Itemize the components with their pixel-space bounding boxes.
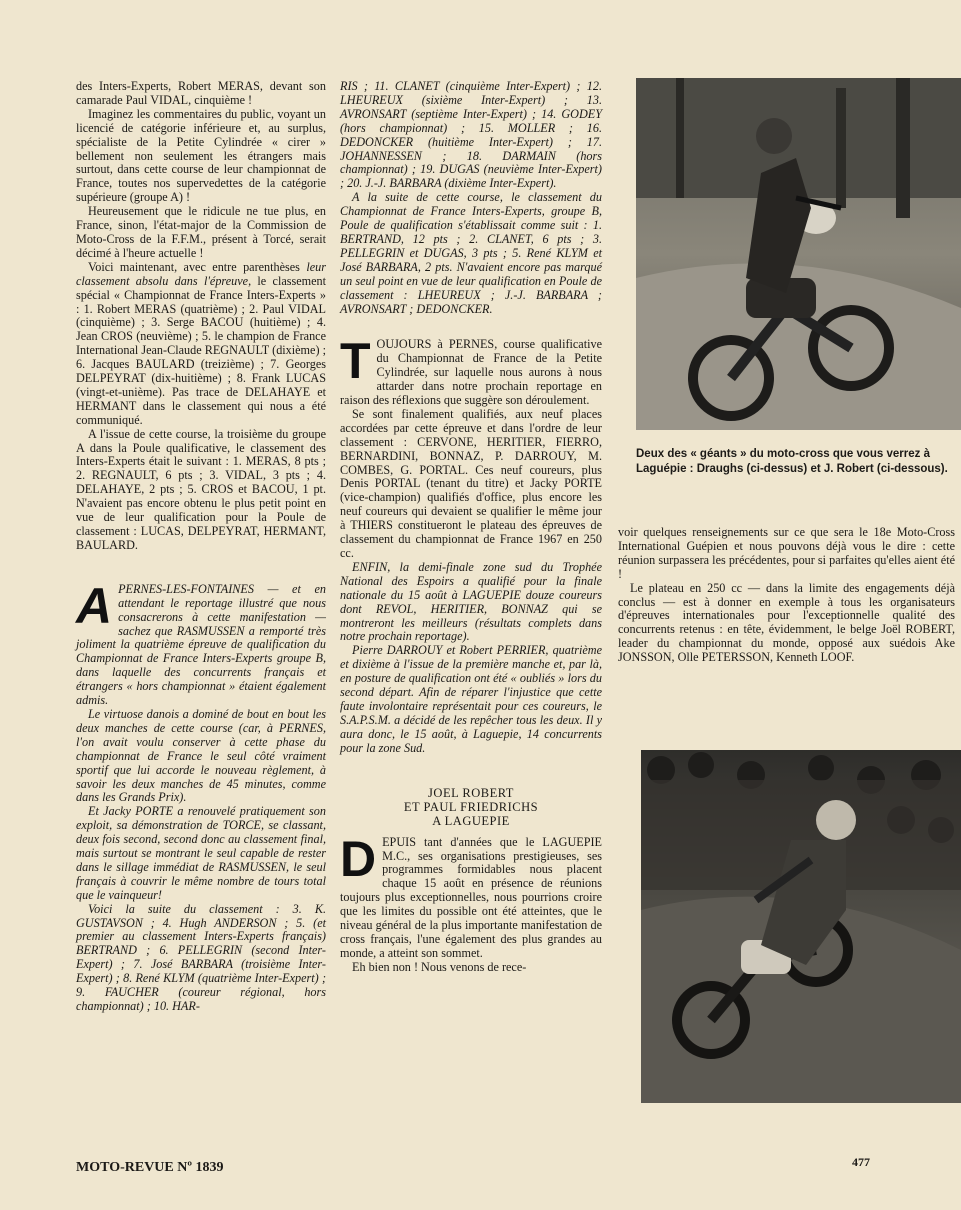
drop-cap: A — [76, 577, 113, 634]
paragraph: voir quelques renseignements sur ce que sera le 18e Moto-Cross International Guépien et nous pouvons déjà vous le dire : cette réunion surpassera les précédentes, pour si parfaites qu'elles aient été ! — [618, 525, 955, 581]
paragraph: ENFIN, la demi-finale zone sud du Trophée National des Espoirs a qualifié pour la finale nationale du 15 août à LAGUEPIE douze coureurs dont REVOL, HERITIER, BONNAZ qui se montreront les meilleurs (résultats complets dans notre prochain reportage). — [340, 559, 602, 644]
paragraph: Pierre DARROUY et Robert PERRIER, quatrième et dixième à l'issue de la première manche et, par là, en posture de qualification ont été « oubliés » lors du second départ. Afin de réparer l'injustice que cette faute involontaire représentait pour ces coureurs, le S.A.P.S.M. a décidé de les repêcher tous les deux. Il y aura donc, le 15 août, à Laguepie, 14 concurrents pour la zone Sud. — [340, 643, 602, 755]
paragraph: Le plateau en 250 cc — dans la limite des engagements déjà conclus — est à donner en exemple à tous les organisateurs d'épreuves internationales pour l'exceptionnelle qualité des concurrents retenus : en tête, évidemment, le belge Joël ROBERT, leader du championnat du monde, opposé aux suédois Ake JONSSON, Olle PETERSSON, Kenneth LOOF. — [618, 580, 955, 665]
magazine-name: MOTO-REVUE Nº 1839 — [76, 1160, 224, 1175]
paragraph: A l'issue de cette course, la troisième du groupe A dans la Poule qualificative, le classement des Inters-Experts était le suivant : 1. MERAS, 8 pts ; 2. REGNAULT, 6 pts ; 3. VIDAL, 3 pts ; 4. DELAHAYE, 2 pts ; 5. CROS et BACOU, 1 pt. N'avaient pas encore obtenu le plus petit point en vue de leur qualification pour la Poule de classement : LUCAS, DELPEYRAT, HERMANT, BAULARD. — [76, 426, 326, 552]
paragraph: Eh bien non ! Nous venons de rece- — [352, 959, 527, 974]
paragraph: Voici maintenant, avec entre parenthèses leur classement absolu dans l'épreuve, le classement spécial « Championnat de France Inters-Experts » : 1. Robert MERAS (quatrième) ; 2. Paul VIDAL (cinquième) ; 3. Serge BACOU (huitième) ; 4. Jean CROS (neuvième) ; 5. le champion de France International Jean-Claude REGNAULT (dixième) ; 6. Jacques BAULARD (treizième) ; 7. Georges DELPEYRAT (dix-huitième) ; 8. Frank LUCAS (vingt-et-unième). Pas trace de DELAHAYE et HERMANT dans le classement qui nous a été communiqué. — [76, 259, 326, 427]
paragraph: RIS ; 11. CLANET (cinquième Inter-Expert) ; 12. LHEUREUX (sixième Inter-Expert) ; 13. AVRONSART (septième Inter-Expert) ; 14. GODEY (hors championnat) ; 15. MOLLER ; 16. DEDONCKER (huitième Inter-Expert) ; 17. JOHANNESSEN ; 18. DARMAIN (hors championnat) ; 19. DUGAS (neuvième Inter-Expert) ; 20. J.-J. BARBARA (dixième Inter-Expert). — [340, 79, 602, 191]
motocross-rider-photo-top — [636, 78, 961, 430]
column-2 — [340, 80, 602, 975]
photo-bottom — [641, 750, 961, 1103]
paragraph: Voici la suite du classement : 3. K. GUSTAVSON ; 4. Hugh ANDERSON ; 5. (et premier au classement Inters-Experts français) BERTRAND ; 6. PELLEGRIN (second Inter-Expert) ; 7. José BARBARA (troisième Inter-Expert) ; 8. René KLYM (quatrième Inter-Expert) ; 9. FAUCHER (coureur régional, hors championnat) ; 10. HAR- — [76, 901, 326, 1013]
paragraph: A la suite de cette course, le classement du Championnat de France Inters-Experts, groupe B, Poule de qualification s'établissait comme suit : 1. BERTRAND, 12 pts ; 2. CLANET, 6 pts ; 3. PELLEGRIN et DUGAS, 3 pts ; 5. René KLYM et José BARBARA, 2 pts. N'avaient encore pas marqué un seul point en vue de leur qualification en Poule de classement : LHEUREUX ; J.-J. BARBARA ; AVRONSART ; DEDONCKER. — [340, 190, 602, 316]
paragraph: TOUJOURS à PERNES, course qualificative du Championnat de France de la Petite Cylindrée, sur laquelle nous aurons à nous attarder dans notre prochain reportage en raison des réflexions que suggère son déroulement. — [340, 333, 602, 408]
motocross-rider-photo-bottom — [641, 750, 961, 1103]
drop-cap: D — [340, 830, 377, 887]
photo-caption: Deux des « géants » du moto-cross que vous verrez à Laguépie : Draughs (ci-dessus) et J. Robert (ci-dessous). — [636, 448, 948, 475]
paragraph: des Inters-Experts, Robert MERAS, devant son camarade Paul VIDAL, cinquième ! — [76, 79, 326, 107]
drop-cap: T — [340, 333, 371, 390]
photo-top — [636, 78, 961, 430]
paragraph: Se sont finalement qualifiés, aux neuf places accordées par cette épreuve et dans l'ordre de leur classement : CERVONE, HERITIER, FIERRO, BERNARDINI, BONNAZ, P. DARROUY, M. COMBES, G. PORTAL. Ces neuf coureurs, plus Denis PORTAL (tenant du titre) et Jacky PORTE (vice-champion) qualifiés d'office, plus encore les neuf coureurs qui devaient se qualifier le même jour à THIERS constitueront le plateau des épreuves de classement du championnat de France 1967 en 250 cc. — [340, 406, 602, 560]
paragraph: Le virtuose danois a dominé de bout en bout les deux manches de cette course (car, à PERNES, l'on avait voulu conserver à cette phase du championnat de France le seul côté vraiment sportif que lui accorde le nouveau règlement, à savoir les deux manches de 45 minutes, comme dans les Grands Prix). — [76, 706, 326, 805]
column-1 — [76, 80, 326, 1014]
page-number: 477 — [852, 1155, 870, 1169]
paragraph: Imaginez les commentaires du public, voyant un licencié de catégorie inférieure et, au surplus, spécialiste de la Petite Cylindrée « cirer » bellement non seulement les étrangers mais surtout, dans cette course de leur championnat de France, toutes nos supervedettes de la catégorie supérieure (groupe A) ! — [76, 106, 326, 205]
paragraph: DEPUIS tant d'années que le LAGUEPIE M.C., ses organisations prestigieuses, ses programmes formidables nous placent chaque 15 août en présence de réunions toujours plus exceptionnelles, nous pourrions croire que les limites du possible ont été atteintes, que le niveau général de la plus importante manifestation de cross français, l'une également des plus grandes au monde, a atteint son sommet. — [340, 830, 602, 960]
column-3 — [618, 526, 955, 665]
paragraph: Heureusement que le ridicule ne tue plus, en France, sinon, l'état-major de la Commission de Moto-Cross de la F.F.M., présent à Torcé, serait décimé à l'heure actuelle ! — [76, 204, 326, 260]
paragraph: Et Jacky PORTE a renouvelé pratiquement son exploit, sa démonstration de TORCE, se classant, deux fois second, second donc au classement final, mais surtout se montrant le seul capable de rester dans le sillage immédiat de RASMUSSEN, le seul français à couvrir le même nombre de tours total que le vainqueur! — [76, 804, 326, 902]
paragraph: APERNES-LES-FONTAINES — et en attendant le reportage illustré que nous consacrerons à cette manifestation — sachez que RASMUSSEN a remporté très joliment la quatrième épreuve de qualification du Championnat de France Inters-Experts groupe B, dans laquelle des concurrents français et étrangers « hors championnat » étaient également admis. — [76, 577, 326, 708]
section-heading: JOEL ROBERT ET PAUL FRIEDRICHS A LAGUEPIE — [403, 785, 539, 828]
